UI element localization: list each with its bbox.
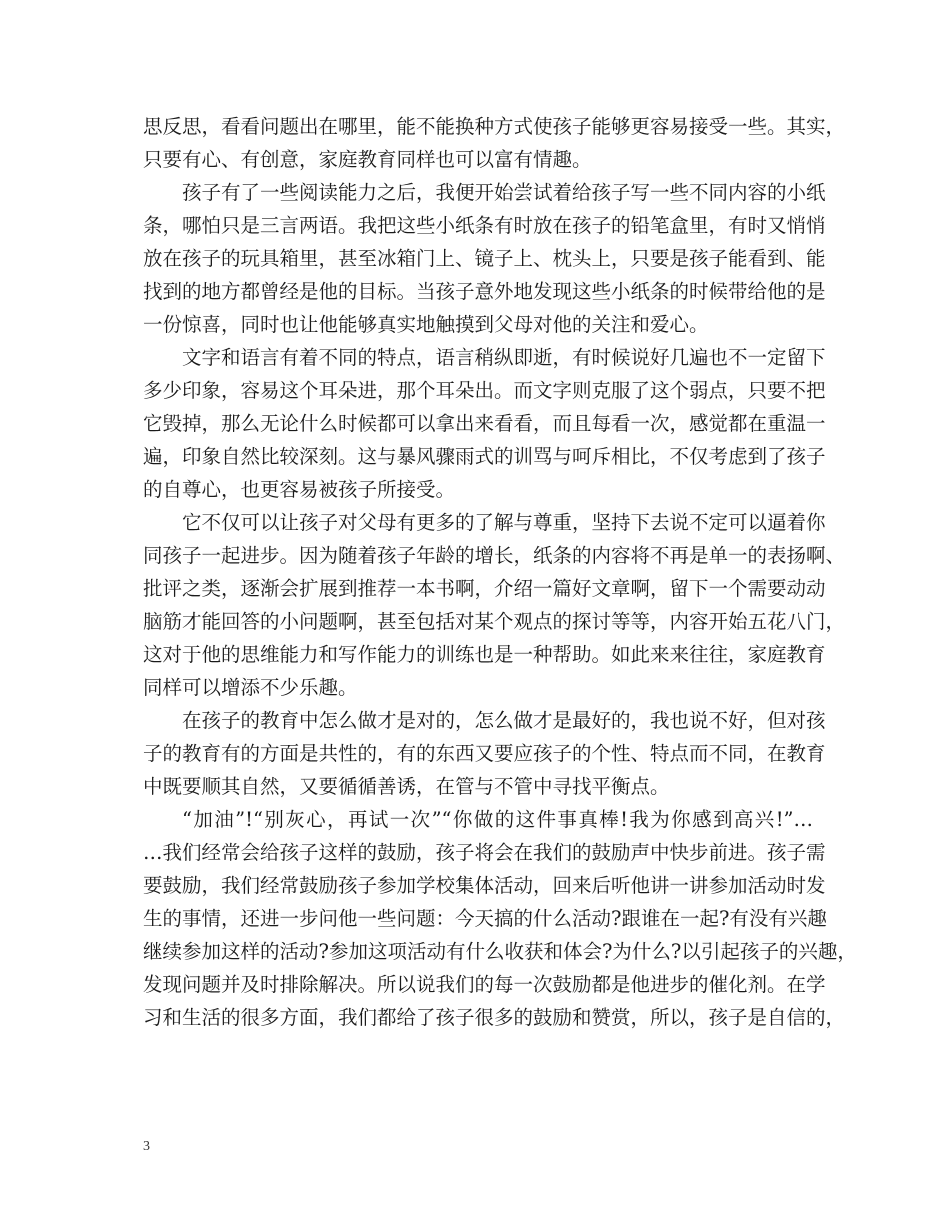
text-line: “加油”!“别灰心，再试一次”“你做的这件事真棒!我为你感到高兴!”… (182, 808, 813, 831)
text-line: 只要有心、有创意，家庭教育同样也可以富有情趣。 (143, 148, 592, 171)
text-line: 一份惊喜，同时也让他能够真实地触摸到父母对他的关注和爱心。 (143, 313, 709, 336)
text-line: 遍，印象自然比较深刻。这与暴风骤雨式的训骂与呵斥相比，不仅考虑到了孩子 (143, 445, 826, 468)
text-line: 批评之类，逐渐会扩展到推荐一本书啊，介绍一篇好文章啊，留下一个需要动动 (143, 577, 826, 600)
text-line: 它不仅可以让孩子对父母有更多的了解与尊重，坚持下去说不定可以逼着你 (182, 511, 826, 534)
text-line: 文字和语言有着不同的特点，语言稍纵即逝，有时候说好几遍也不一定留下 (182, 346, 826, 369)
text-line: 发现问题并及时排除解决。所以说我们的每一次鼓励都是他进步的催化剂。在学 (143, 973, 826, 996)
text-line: 脑筋才能回答的小问题啊，甚至包括对某个观点的探讨等等，内容开始五花八门， (143, 610, 846, 633)
text-line: 要鼓励，我们经常鼓励孩子参加学校集体活动，回来后听他讲一讲参加活动时发 (143, 874, 826, 897)
text-line: 它毁掉，那么无论什么时候都可以拿出来看看，而且每看一次，感觉都在重温一 (143, 412, 826, 435)
page-number: 3 (143, 1139, 150, 1154)
text-line: 习和生活的很多方面，我们都给了孩子很多的鼓励和赞赏，所以，孩子是自信的， (143, 1006, 846, 1029)
text-line: 找到的地方都曾经是他的目标。当孩子意外地发现这些小纸条的时候带给他的是 (143, 280, 826, 303)
text-line: 孩子有了一些阅读能力之后，我便开始尝试着给孩子写一些不同内容的小纸 (182, 181, 826, 204)
text-line: 放在孩子的玩具箱里，甚至冰箱门上、镜子上、枕头上，只要是孩子能看到、能 (143, 247, 826, 270)
text-line: 中既要顺其自然，又要循循善诱，在管与不管中寻找平衡点。 (143, 775, 670, 798)
text-line: 生的事情，还进一步问他一些问题：今天搞的什么活动?跟谁在一起?有没有兴趣 (143, 907, 827, 930)
text-line: 的自尊心，也更容易被孩子所接受。 (143, 478, 456, 501)
text-line: 子的教育有的方面是共性的，有的东西又要应孩子的个性、特点而不同，在教育 (143, 742, 826, 765)
text-line: 继续参加这样的活动?参加这项活动有什么收获和体会?为什么?以引起孩子的兴趣， (143, 940, 857, 963)
text-line: 同样可以增添不少乐趣。 (143, 676, 358, 699)
text-line: 思反思，看看问题出在哪里，能不能换种方式使孩子能够更容易接受一些。其实， (143, 115, 846, 138)
text-line: 同孩子一起进步。因为随着孩子年龄的增长，纸条的内容将不再是单一的表扬啊、 (143, 544, 846, 567)
body-text (143, 110, 857, 1034)
text-line: 在孩子的教育中怎么做才是对的，怎么做才是最好的，我也说不好，但对孩 (182, 709, 826, 732)
text-line: 这对于他的思维能力和写作能力的训练也是一种帮助。如此来来往往，家庭教育 (143, 643, 826, 666)
text-line: 条，哪怕只是三言两语。我把这些小纸条有时放在孩子的铅笔盒里，有时又悄悄 (143, 214, 826, 237)
text-line: 多少印象，容易这个耳朵进，那个耳朵出。而文字则克服了这个弱点，只要不把 (143, 379, 826, 402)
text-line: …我们经常会给孩子这样的鼓励，孩子将会在我们的鼓励声中快步前进。孩子需 (143, 841, 826, 864)
